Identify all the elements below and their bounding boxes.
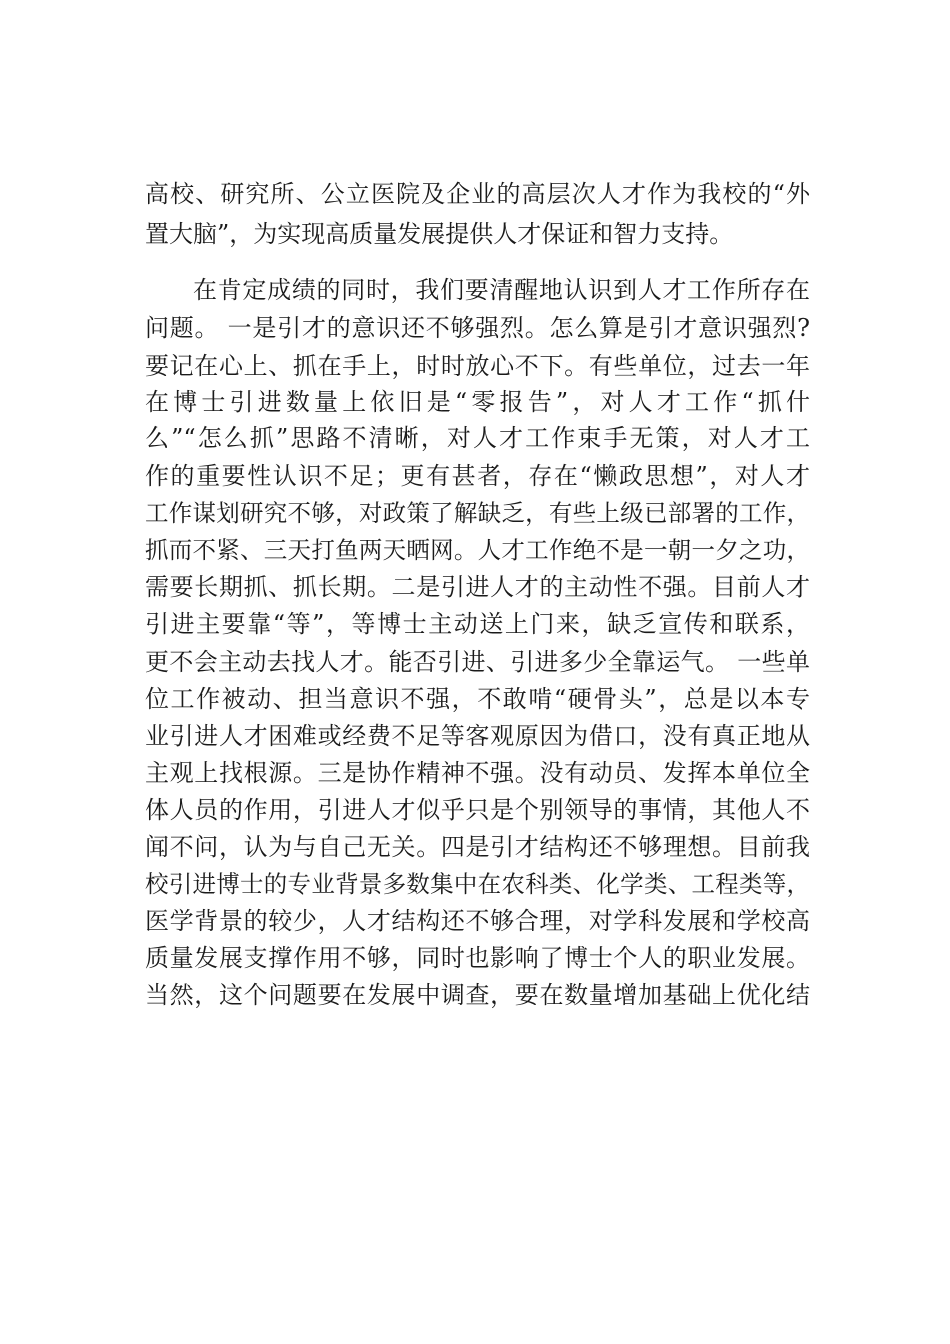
text-line: 位工作被动、担当意识不强，不敢啃“硬骨头”，总是以本专 [145, 685, 810, 713]
text-line: 校引进博士的专业背景多数集中在农科类、化学类、工程类等， [145, 870, 810, 898]
text-line: 当然，这个问题要在发展中调查，要在数量增加基础上优化结 [145, 981, 810, 1009]
text-line: 需要长期抓、抓长期。二是引进人才的主动性不强。目前人才 [145, 573, 810, 601]
text-line: 体人员的作用，引进人才似乎只是个别领导的事情，其他人不 [145, 796, 810, 824]
text-line: 质量发展支撑作用不够，同时也影响了博士个人的职业发展。 [145, 944, 810, 972]
text-line: 引进主要靠“等”，等博士主动送上门来，缺乏宣传和联系， [145, 610, 810, 638]
text-line: 作的重要性认识不足；更有甚者，存在“懒政思想”，对人才 [145, 462, 810, 490]
text-line: 抓而不紧、三天打鱼两天晒网。人才工作绝不是一朝一夕之功， [145, 536, 810, 564]
text-line: 更不会主动去找人才。能否引进、引进多少全靠运气。 一些单 [145, 648, 810, 676]
text-line: 主观上找根源。三是协作精神不强。没有动员、发挥本单位全 [145, 759, 810, 787]
text-line: 闻不问，认为与自己无关。四是引才结构还不够理想。目前我 [145, 833, 810, 861]
text-line: 置大脑”，为实现高质量发展提供人才保证和智力支持。 [145, 220, 734, 248]
text-line: 在博士引进数量上依旧是“零报告”，对人才工作“抓什 [145, 388, 810, 416]
text-line: 医学背景的较少，人才结构还不够合理，对学科发展和学校高 [145, 907, 810, 935]
text-line: 业引进人才困难或经费不足等客观原因为借口，没有真正地从 [145, 722, 810, 750]
text-line: 要记在心上、抓在手上，时时放心不下。有些单位，过去一年 [145, 352, 810, 380]
text-line: 高校、研究所、公立医院及企业的高层次人才作为我校的“外 [145, 180, 810, 208]
text-line: 工作谋划研究不够，对政策了解缺乏，有些上级已部署的工作， [145, 499, 810, 527]
text-line: 么”“怎么抓”思路不清晰，对人才工作束手无策，对人才工 [145, 424, 810, 452]
paragraph-first-line: 在肯定成绩的同时，我们要清醒地认识到人才工作所存在 [193, 276, 810, 304]
text-line: 问题。 一是引才的意识还不够强烈。怎么算是引才意识强烈? [145, 314, 810, 342]
